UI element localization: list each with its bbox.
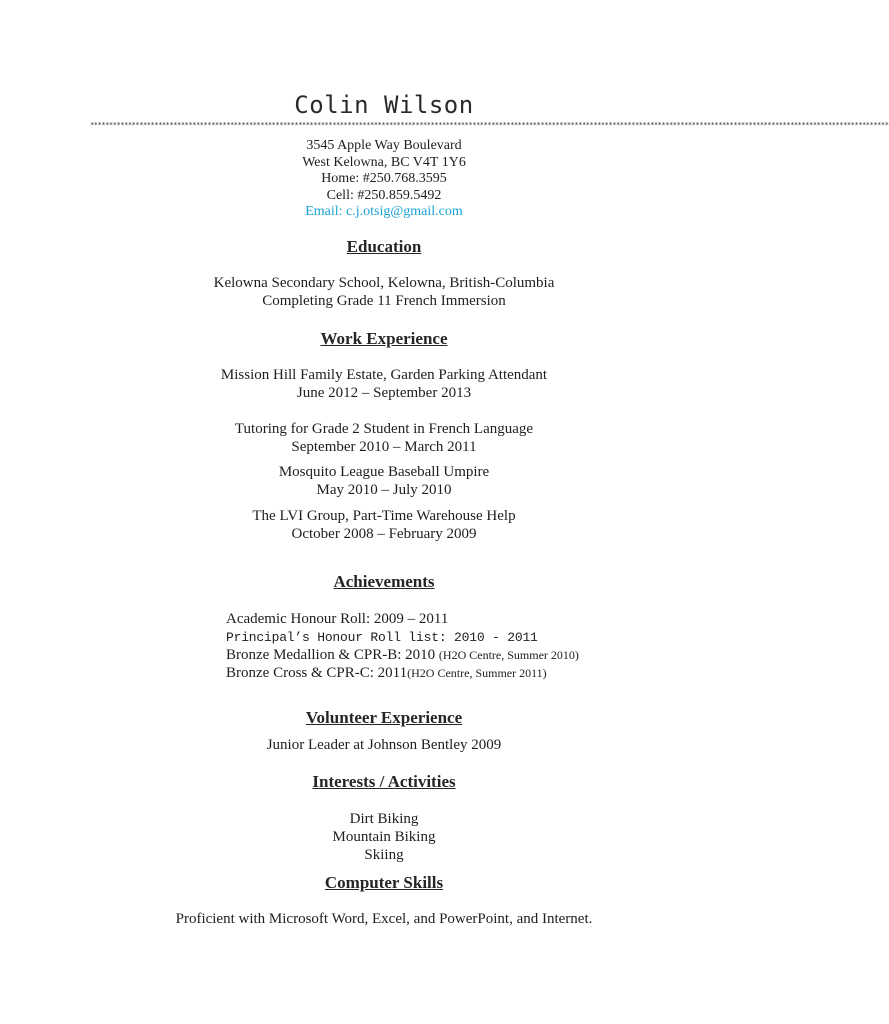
job-title: The LVI Group, Part-Time Warehouse Help [252,508,516,524]
asterisk-divider: ******************************************************************************************************************************************************************************************************************* [90,121,889,129]
volunteer-heading: Volunteer Experience [305,708,463,727]
job-dates: October 2008 – February 2009 [291,526,477,542]
volunteer-line: Junior Leader at Johnson Bentley 2009 [266,737,502,753]
home-phone: Home: #250.768.3595 [321,171,447,186]
job-dates: June 2012 – September 2013 [296,385,472,401]
achievement-text: Academic Honour Roll: 2009 – 2011 [226,611,449,627]
address-line-1: 3545 Apple Way Boulevard [306,138,462,153]
skills-heading: Computer Skills [324,873,444,892]
interest-item: Dirt Biking [349,811,419,827]
interests-heading: Interests / Activities [312,772,456,791]
job-dates: May 2010 – July 2010 [316,482,452,498]
interest-item: Mountain Biking [332,829,436,845]
achievement-note: (H2O Centre, Summer 2010) [438,648,579,662]
job-title: Mission Hill Family Estate, Garden Parking Attendant [220,367,548,383]
skills-line: Proficient with Microsoft Word, Excel, and PowerPoint, and Internet. [175,911,593,927]
achievements-heading: Achievements [333,572,435,591]
achievement-text: Bronze Cross & CPR-C: 2011 [226,665,408,681]
achievement-text: Bronze Medallion & CPR-B: 2010 [226,647,439,663]
achievement-item [226,664,547,682]
education-grade: Completing Grade 11 French Immersion [262,293,506,309]
achievement-note: (H2O Centre, Summer 2011) [407,666,547,680]
job-dates: September 2010 – March 2011 [291,439,477,455]
cell-phone: Cell: #250.859.5492 [326,187,442,203]
email-link[interactable]: Email: c.j.otsig@gmail.com [305,204,463,219]
work-heading: Work Experience [320,329,448,348]
interest-item: Skiing [364,847,404,863]
achievement-item [226,628,538,647]
job-title: Tutoring for Grade 2 Student in French Language [234,421,534,437]
achievement-text: Principal’s Honour Roll list: 2010 - 2011 [226,630,538,645]
education-heading: Education [346,237,422,256]
resume-name: Colin Wilson [294,91,474,119]
achievement-item [226,646,579,664]
education-school: Kelowna Secondary School, Kelowna, British-Columbia [213,275,555,291]
job-title: Mosquito League Baseball Umpire [278,464,490,480]
achievement-item [226,610,448,628]
address-line-2: West Kelowna, BC V4T 1Y6 [302,154,466,170]
